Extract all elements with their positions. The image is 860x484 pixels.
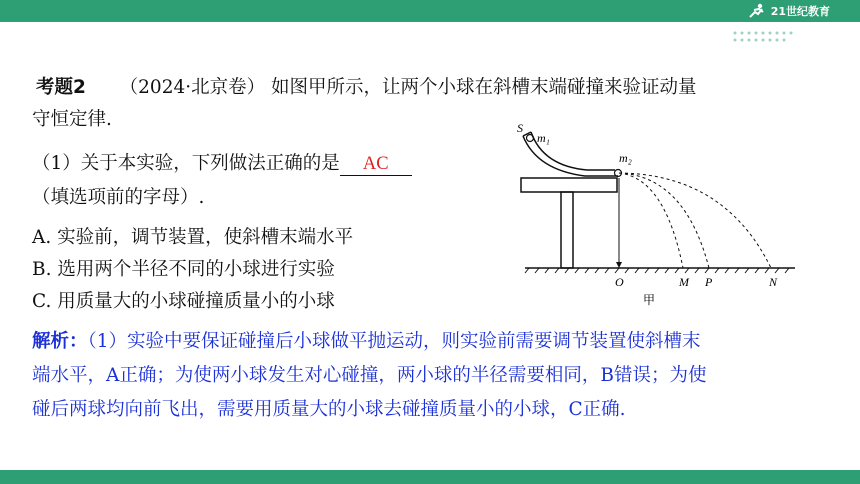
experiment-figure [515,118,815,307]
trajectory-n [619,173,771,268]
sub-question-suffix: （填选项前的字母）. [32,187,205,208]
table-leg [561,192,573,268]
analysis-line-1 [32,328,701,356]
bottom-banner [0,470,860,484]
question-stem-2: 守恒定律. [32,109,112,130]
decorative-dots [730,28,800,52]
label-o: O [615,275,624,289]
runner-icon [746,3,768,19]
option-c: C. 用质量大的小球碰撞质量小的小球 [32,291,335,312]
logo-text: 21世纪教育 [770,5,830,18]
label-m1: m₁ [537,131,550,145]
question-source: （2024·北京卷） [119,77,266,98]
label-m: M [679,275,689,289]
question-line-1 [36,74,697,102]
answer-blank: AC [340,153,412,176]
label-s: S [517,121,523,135]
label-m2: m₂ [619,151,632,165]
ball-m1 [527,135,534,142]
trajectory-p [619,173,709,268]
brand-logo [746,2,830,20]
figure-caption: 甲 [643,293,656,307]
question-stem-1: 如图甲所示，让两个小球在斜槽末端碰撞来验证动量 [271,77,697,98]
question-title: 考题2 [36,77,86,98]
sub-question-1 [32,150,412,178]
label-n: N [769,275,778,289]
analysis-line-2: 端水平，A正确；为使两小球发生对心碰撞，两小球的半径需要相同，B错误；为使 [32,365,707,386]
sub-question-prefix: （1）关于本实验，下列做法正确的是 [32,153,340,174]
option-a: A. 实验前，调节装置，使斜槽末端水平 [32,227,354,248]
option-b: B. 选用两个半径不同的小球进行实验 [32,259,335,280]
analysis-label: 解析： [32,331,88,352]
table-top [521,178,617,192]
top-banner [0,0,860,22]
label-p: P [705,275,713,289]
trajectory-m [619,173,683,268]
analysis-text-1: （1）实验中要保证碰撞后小球做平抛运动，则实验前需要调节装置使斜槽末 [87,331,701,352]
analysis-line-3: 碰后两球均向前飞出，需要用质量大的小球去碰撞质量小的小球，C正确. [32,399,626,420]
